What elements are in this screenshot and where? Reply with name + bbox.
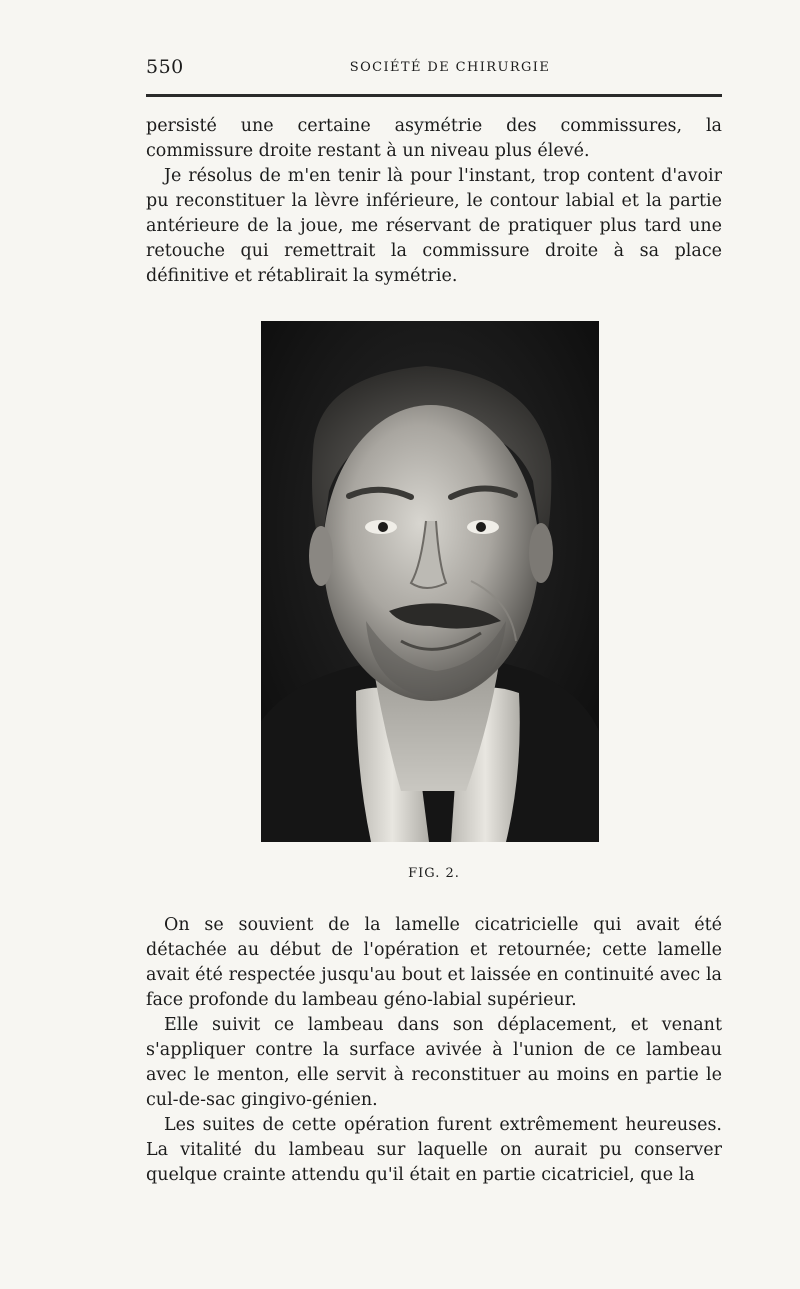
figure-photograph [261,321,599,842]
paragraph: Elle suivit ce lambeau dans son déplacement, et venant s'appliquer contre la surface avivée à l'union de ce lambeau avec le menton, elle servit à reconstituer au moins en partie le cul-de-sac gingivo-génien. [146,1015,722,1110]
paragraph: Les suites de cette opération furent extrêmement heureuses. La vitalité du lambeau sur laquelle on aurait pu conserver quelque crainte attendu qu'il était en partie cicatriciel, que la [146,1115,722,1185]
running-head: SOCIÉTÉ DE CHIRURGIE [349,60,551,75]
paragraph: Je résolus de m'en tenir là pour l'instant, trop content d'avoir pu reconstituer la lèvre inférieure, le contour labial et la partie antérieure de la joue, me réservant de pratiquer plus tard une retouche qui remettrait la commissure droite à sa place définitive et rétablirait la symétrie. [146,166,722,286]
figure-caption: FIG. 2. [408,866,460,881]
paragraph: On se souvient de la lamelle cicatricielle qui avait été détachée au début de l'opération et retournée; cette lamelle avait été respectée jusqu'au bout et laissée en continuité avec la face profonde du lambeau géno-labial supérieur. [146,915,722,1010]
header-rule [146,94,722,97]
text-block-top [146,114,722,289]
text-block-bottom [146,913,722,1188]
portrait-photo [261,321,599,842]
page-number: 550 [146,56,184,78]
paragraph: persisté une certaine asymétrie des commissures, la commissure droite restant à un niveau plus élevé. [146,116,722,161]
